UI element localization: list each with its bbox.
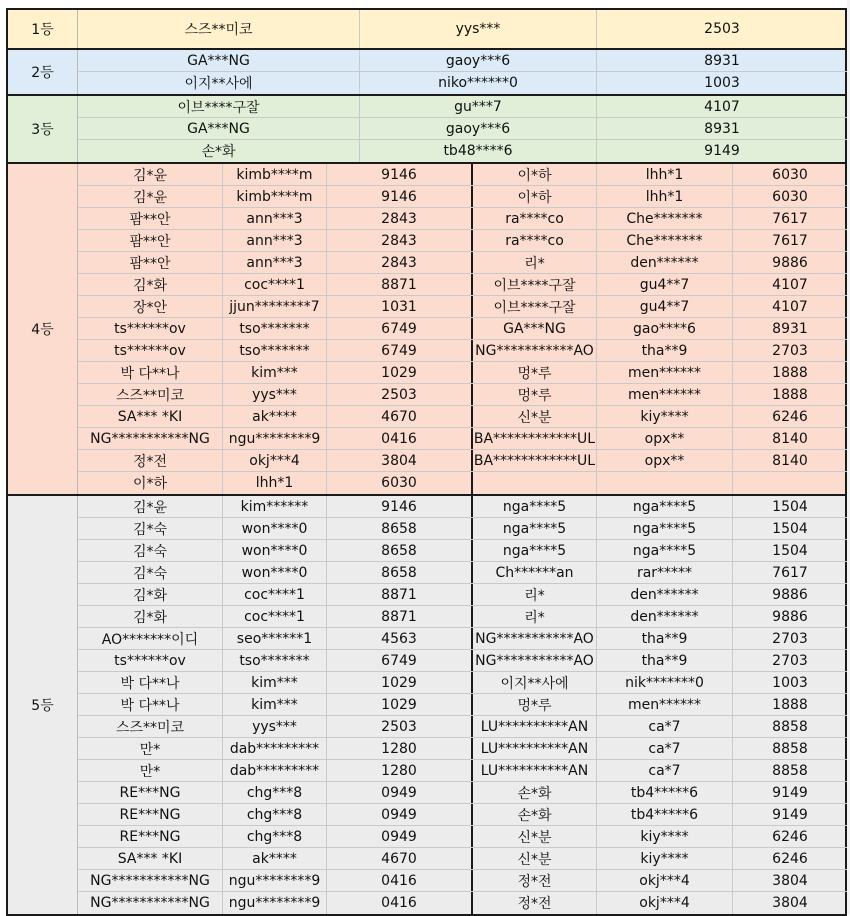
cell-number-right[interactable]: 7617 <box>772 232 808 249</box>
cell-number-right[interactable]: 9149 <box>772 784 808 801</box>
rank-block <box>6 164 847 496</box>
cell-id[interactable]: coc****1 <box>223 584 327 605</box>
table-row <box>78 892 847 914</box>
cell-number-right[interactable]: 8858 <box>772 762 808 779</box>
cell-name[interactable]: ts******ov <box>78 650 223 671</box>
cell-number[interactable]: 2843 <box>327 252 473 273</box>
cell-number-right[interactable]: 3804 <box>772 872 808 889</box>
cell-number-right[interactable]: 6030 <box>772 188 808 205</box>
cell-name-right[interactable] <box>473 472 597 494</box>
cell-name-right[interactable]: 신*분 <box>473 848 597 869</box>
table-row <box>78 782 847 804</box>
cell-name[interactable]: 이브****구잘 <box>78 96 360 117</box>
table-row <box>78 870 847 892</box>
cell-number-right[interactable]: 9886 <box>772 586 808 603</box>
cell-id[interactable]: niko******0 <box>360 72 597 94</box>
cell-id-right[interactable]: gao****6 <box>597 318 733 339</box>
cell-number[interactable]: 4670 <box>327 406 473 427</box>
cell-number-right[interactable]: 7617 <box>772 564 808 581</box>
cell-id[interactable]: ngu********9 <box>223 892 327 914</box>
cell-name[interactable]: 장*안 <box>78 296 223 317</box>
cell-id-right[interactable]: men****** <box>597 694 733 715</box>
cell-id[interactable]: yys*** <box>223 716 327 737</box>
cell-number-right[interactable]: 1888 <box>772 386 808 403</box>
table-row <box>78 406 847 428</box>
cell-number[interactable]: 1031 <box>327 296 473 317</box>
rank-rows <box>78 96 847 162</box>
cell-number[interactable]: 6749 <box>327 650 473 671</box>
rank-label[interactable]: 1등 <box>8 10 78 48</box>
table-row <box>78 230 847 252</box>
cell-id-right[interactable]: kiy**** <box>597 406 733 427</box>
cell-name[interactable]: 만* <box>78 738 223 759</box>
cell-name-right[interactable]: NG***********AO <box>473 650 597 671</box>
cell-number[interactable]: 1029 <box>327 362 473 383</box>
rank-label[interactable]: 2등 <box>8 50 78 94</box>
cell-name[interactable]: 이*하 <box>78 472 223 494</box>
table-row <box>78 362 847 384</box>
cell-id[interactable]: tso******* <box>223 318 327 339</box>
cell-number-right[interactable]: 1504 <box>772 542 808 559</box>
cell-id-right[interactable]: tb4*****6 <box>597 782 733 803</box>
table-row <box>78 118 847 140</box>
cell-id[interactable]: dab********* <box>223 738 327 759</box>
cell-id-right[interactable]: Che******* <box>597 208 733 229</box>
cell-id-right[interactable] <box>597 472 733 494</box>
cell-id-right[interactable]: lhh*1 <box>597 186 733 207</box>
cell-name-right[interactable]: LU**********AN <box>473 738 597 759</box>
cell-number-right[interactable]: 9886 <box>772 608 808 625</box>
cell-number-right[interactable]: 6030 <box>772 166 808 183</box>
table-row <box>78 140 847 162</box>
cell-name-right[interactable]: 손*화 <box>473 804 597 825</box>
table-row <box>78 252 847 274</box>
cell-id[interactable]: tso******* <box>223 650 327 671</box>
cell-id-right[interactable]: gu4**7 <box>597 296 733 317</box>
cell-number[interactable]: 8931 <box>704 120 740 137</box>
cell-name-right[interactable]: 리* <box>473 606 597 627</box>
cell-name[interactable]: SA*** *KI <box>78 406 223 427</box>
cell-name[interactable]: ts******ov <box>78 340 223 361</box>
table-row <box>78 826 847 848</box>
table-row <box>78 208 847 230</box>
table-row <box>78 584 847 606</box>
table-row <box>78 738 847 760</box>
rank-label[interactable]: 4등 <box>8 164 78 494</box>
cell-id[interactable]: okj***4 <box>223 450 327 471</box>
cell-id-right[interactable]: ca*7 <box>597 738 733 759</box>
cell-number[interactable]: 9146 <box>327 496 473 517</box>
cell-id[interactable]: coc****1 <box>223 606 327 627</box>
cell-number[interactable]: 0949 <box>327 826 473 847</box>
cell-id-right[interactable]: opx** <box>597 428 733 449</box>
cell-id-right[interactable]: men****** <box>597 384 733 405</box>
cell-id[interactable]: tso******* <box>223 340 327 361</box>
cell-name[interactable]: 손*화 <box>78 140 360 162</box>
cell-number[interactable]: 0949 <box>327 804 473 825</box>
cell-id[interactable]: seo******1 <box>223 628 327 649</box>
cell-name[interactable]: SA*** *KI <box>78 848 223 869</box>
cell-id-right[interactable]: den****** <box>597 606 733 627</box>
cell-number[interactable]: 0949 <box>327 782 473 803</box>
cell-id-right[interactable]: nga****5 <box>597 496 733 517</box>
cell-name[interactable]: 김*화 <box>78 274 223 295</box>
cell-id[interactable]: kimb****m <box>223 186 327 207</box>
cell-name[interactable]: 정*전 <box>78 450 223 471</box>
cell-number[interactable]: 0416 <box>327 870 473 891</box>
cell-name-right[interactable]: ra****co <box>473 230 597 251</box>
cell-number[interactable]: 2843 <box>327 230 473 251</box>
cell-name-right[interactable]: 멍*루 <box>473 694 597 715</box>
cell-number-right[interactable]: 8858 <box>772 718 808 735</box>
cell-name-right[interactable]: BA************UL <box>473 450 597 471</box>
cell-name[interactable]: 팜**안 <box>78 252 223 273</box>
table-row <box>78 10 847 48</box>
table-row <box>78 694 847 716</box>
cell-id-right[interactable]: nik*******0 <box>597 672 733 693</box>
cell-id[interactable]: ngu********9 <box>223 870 327 891</box>
cell-id[interactable]: ak**** <box>223 848 327 869</box>
cell-name[interactable]: 김*숙 <box>78 518 223 539</box>
cell-id-right[interactable]: opx** <box>597 450 733 471</box>
table-row <box>78 562 847 584</box>
cell-id[interactable]: chg***8 <box>223 826 327 847</box>
cell-name-right[interactable]: 정*전 <box>473 892 597 914</box>
cell-number[interactable]: 4107 <box>704 98 740 115</box>
cell-name[interactable]: 김*숙 <box>78 540 223 561</box>
cell-name-right[interactable]: 이*하 <box>473 186 597 207</box>
cell-number[interactable]: 2843 <box>327 208 473 229</box>
rank-rows <box>78 164 847 494</box>
table-row <box>78 804 847 826</box>
cell-name-right[interactable]: 리* <box>473 252 597 273</box>
cell-name[interactable]: RE***NG <box>78 804 223 825</box>
cell-id[interactable]: won****0 <box>223 540 327 561</box>
cell-name-right[interactable]: 이브****구잘 <box>473 274 597 295</box>
cell-number[interactable]: 9146 <box>327 164 473 185</box>
cell-name[interactable]: 박 다**나 <box>78 362 223 383</box>
rank-rows <box>78 496 847 914</box>
cell-name-right[interactable]: 신*분 <box>473 826 597 847</box>
cell-name-right[interactable]: 정*전 <box>473 870 597 891</box>
cell-id[interactable]: won****0 <box>223 518 327 539</box>
table-row <box>78 518 847 540</box>
cell-name[interactable]: GA***NG <box>78 118 360 139</box>
cell-number-right[interactable] <box>733 472 847 494</box>
table-row <box>78 716 847 738</box>
cell-number-right[interactable]: 9149 <box>772 806 808 823</box>
cell-number[interactable]: 2503 <box>704 21 740 37</box>
cell-number[interactable]: 4563 <box>327 628 473 649</box>
cell-number[interactable]: 0416 <box>327 428 473 449</box>
rank-block <box>6 96 847 164</box>
cell-id-right[interactable]: tha**9 <box>597 340 733 361</box>
cell-id-right[interactable]: rar***** <box>597 562 733 583</box>
cell-name[interactable]: 팜**안 <box>78 230 223 251</box>
cell-id[interactable]: won****0 <box>223 562 327 583</box>
cell-number-right[interactable]: 4107 <box>772 276 808 293</box>
table-row <box>78 450 847 472</box>
table-row <box>78 318 847 340</box>
cell-name[interactable]: ts******ov <box>78 318 223 339</box>
cell-name-right[interactable]: LU**********AN <box>473 716 597 737</box>
cell-name-right[interactable]: NG***********AO <box>473 340 597 361</box>
rank-block <box>6 496 847 916</box>
cell-id[interactable]: gaoy***6 <box>360 50 597 71</box>
cell-number[interactable]: 8658 <box>327 518 473 539</box>
cell-id[interactable]: chg***8 <box>223 782 327 803</box>
cell-id[interactable]: kim*** <box>223 672 327 693</box>
table-row <box>78 274 847 296</box>
cell-number[interactable]: 8658 <box>327 540 473 561</box>
cell-number-right[interactable]: 8140 <box>772 430 808 447</box>
cell-name[interactable]: 김*윤 <box>78 164 223 185</box>
cell-name-right[interactable]: GA***NG <box>473 318 597 339</box>
cell-name-right[interactable]: 멍*루 <box>473 384 597 405</box>
cell-id-right[interactable]: lhh*1 <box>597 164 733 185</box>
cell-name-right[interactable]: nga****5 <box>473 518 597 539</box>
cell-number[interactable]: 2503 <box>327 384 473 405</box>
cell-name-right[interactable]: 이지**사에 <box>473 672 597 693</box>
cell-number-right[interactable]: 6246 <box>772 828 808 845</box>
cell-id[interactable]: jjun********7 <box>223 296 327 317</box>
cell-id-right[interactable]: Che******* <box>597 230 733 251</box>
cell-number-right[interactable]: 6246 <box>772 408 808 425</box>
cell-number[interactable]: 1280 <box>327 760 473 781</box>
cell-number[interactable]: 2503 <box>327 716 473 737</box>
table-row <box>78 472 847 494</box>
cell-number[interactable]: 4670 <box>327 848 473 869</box>
cell-name[interactable]: 박 다**나 <box>78 672 223 693</box>
cell-id[interactable]: yys*** <box>360 10 597 48</box>
cell-number[interactable]: 8931 <box>704 52 740 69</box>
table-row <box>78 650 847 672</box>
table-row <box>78 540 847 562</box>
cell-name-right[interactable]: 이*하 <box>473 164 597 185</box>
cell-number[interactable]: 6749 <box>327 340 473 361</box>
cell-number-right[interactable]: 1504 <box>772 498 808 515</box>
cell-name[interactable]: 만* <box>78 760 223 781</box>
cell-name-right[interactable]: 신*분 <box>473 406 597 427</box>
cell-number-right[interactable]: 7617 <box>772 210 808 227</box>
cell-name-right[interactable]: 멍*루 <box>473 362 597 383</box>
cell-number[interactable]: 6749 <box>327 318 473 339</box>
cell-id-right[interactable]: tha**9 <box>597 628 733 649</box>
cell-number-right[interactable]: 2703 <box>772 652 808 669</box>
cell-number[interactable]: 8871 <box>327 584 473 605</box>
cell-name[interactable]: 팜**안 <box>78 208 223 229</box>
cell-id-right[interactable]: ca*7 <box>597 760 733 781</box>
cell-number[interactable]: 6030 <box>327 472 473 494</box>
cell-number-right[interactable]: 8140 <box>772 452 808 469</box>
table-row <box>78 384 847 406</box>
cell-number-right[interactable]: 1003 <box>772 674 808 691</box>
table-row <box>78 606 847 628</box>
table-row <box>78 72 847 94</box>
cell-id-right[interactable]: gu4**7 <box>597 274 733 295</box>
cell-id[interactable]: ann***3 <box>223 252 327 273</box>
cell-id-right[interactable]: den****** <box>597 584 733 605</box>
cell-name-right[interactable]: 리* <box>473 584 597 605</box>
winner-table <box>6 8 847 916</box>
cell-name[interactable]: GA***NG <box>78 50 360 71</box>
table-row <box>78 96 847 118</box>
cell-id-right[interactable]: okj***4 <box>597 870 733 891</box>
cell-number-right[interactable]: 2703 <box>772 342 808 359</box>
cell-number[interactable]: 1029 <box>327 694 473 715</box>
cell-id[interactable]: kim*** <box>223 362 327 383</box>
cell-number-right[interactable]: 4107 <box>772 298 808 315</box>
cell-id[interactable]: tb48****6 <box>360 140 597 162</box>
cell-id[interactable]: ann***3 <box>223 230 327 251</box>
cell-number-right[interactable]: 6246 <box>772 850 808 867</box>
cell-number[interactable]: 8871 <box>327 274 473 295</box>
cell-id-right[interactable]: den****** <box>597 252 733 273</box>
table-row <box>78 428 847 450</box>
table-row <box>78 340 847 362</box>
table-row <box>78 628 847 650</box>
cell-name[interactable]: NG***********NG <box>78 870 223 891</box>
cell-number[interactable]: 3804 <box>327 450 473 471</box>
cell-number[interactable]: 8871 <box>327 606 473 627</box>
cell-id[interactable]: kim*** <box>223 694 327 715</box>
cell-number-right[interactable]: 1888 <box>772 696 808 713</box>
table-row <box>78 672 847 694</box>
cell-name[interactable]: NG***********NG <box>78 428 223 449</box>
cell-name[interactable]: 김*숙 <box>78 562 223 583</box>
cell-number-right[interactable]: 8931 <box>772 320 808 337</box>
cell-id[interactable]: kimb****m <box>223 164 327 185</box>
table-row <box>78 164 847 186</box>
cell-name-right[interactable]: Ch******an <box>473 562 597 583</box>
cell-id-right[interactable]: ca*7 <box>597 716 733 737</box>
cell-name[interactable]: NG***********NG <box>78 892 223 914</box>
cell-number-right[interactable]: 1504 <box>772 520 808 537</box>
table-row <box>78 496 847 518</box>
cell-id-right[interactable]: kiy**** <box>597 826 733 847</box>
cell-name[interactable]: 김*화 <box>78 584 223 605</box>
cell-number-right[interactable]: 9886 <box>772 254 808 271</box>
cell-id[interactable]: chg***8 <box>223 804 327 825</box>
cell-number[interactable]: 1029 <box>327 672 473 693</box>
cell-name-right[interactable]: nga****5 <box>473 540 597 561</box>
cell-name-right[interactable]: BA************UL <box>473 428 597 449</box>
cell-id[interactable]: dab********* <box>223 760 327 781</box>
cell-id[interactable]: gu***7 <box>360 96 597 117</box>
cell-number[interactable]: 9149 <box>704 143 740 159</box>
cell-name[interactable]: AO*******이디 <box>78 628 223 649</box>
cell-number[interactable]: 1280 <box>327 738 473 759</box>
table-row <box>78 296 847 318</box>
cell-number-right[interactable]: 8858 <box>772 740 808 757</box>
cell-name-right[interactable]: NG***********AO <box>473 628 597 649</box>
cell-id[interactable]: coc****1 <box>223 274 327 295</box>
cell-number[interactable]: 1003 <box>704 75 740 91</box>
cell-name[interactable]: 김*윤 <box>78 186 223 207</box>
cell-name-right[interactable]: LU**********AN <box>473 760 597 781</box>
cell-name[interactable]: 이지**사에 <box>78 72 360 94</box>
table-row <box>78 760 847 782</box>
rank-rows <box>78 50 847 94</box>
cell-name[interactable]: 김*화 <box>78 606 223 627</box>
cell-id[interactable]: kim****** <box>223 496 327 517</box>
cell-id[interactable]: ann***3 <box>223 208 327 229</box>
cell-name[interactable]: 스즈**미코 <box>78 10 360 48</box>
cell-id-right[interactable]: okj***4 <box>597 892 733 914</box>
table-row <box>78 50 847 72</box>
cell-name-right[interactable]: ra****co <box>473 208 597 229</box>
cell-id-right[interactable]: men****** <box>597 362 733 383</box>
cell-name[interactable]: 김*윤 <box>78 496 223 517</box>
cell-id-right[interactable]: tb4*****6 <box>597 804 733 825</box>
cell-name-right[interactable]: 손*화 <box>473 782 597 803</box>
cell-name[interactable]: 스즈**미코 <box>78 384 223 405</box>
cell-name-right[interactable]: nga****5 <box>473 496 597 517</box>
table-row <box>78 848 847 870</box>
cell-number[interactable]: 0416 <box>327 892 473 914</box>
cell-id[interactable]: lhh*1 <box>223 472 327 494</box>
cell-id-right[interactable]: nga****5 <box>597 518 733 539</box>
cell-id-right[interactable]: nga****5 <box>597 540 733 561</box>
cell-id[interactable]: ngu********9 <box>223 428 327 449</box>
cell-id-right[interactable]: kiy**** <box>597 848 733 869</box>
cell-name[interactable]: RE***NG <box>78 826 223 847</box>
table-row <box>78 186 847 208</box>
cell-number[interactable]: 8658 <box>327 562 473 583</box>
cell-id[interactable]: gaoy***6 <box>360 118 597 139</box>
cell-number-right[interactable]: 1888 <box>772 364 808 381</box>
cell-name[interactable]: RE***NG <box>78 782 223 803</box>
cell-number-right[interactable]: 2703 <box>772 630 808 647</box>
rank-rows <box>78 10 847 48</box>
cell-name[interactable]: 박 다**나 <box>78 694 223 715</box>
cell-name[interactable]: 스즈**미코 <box>78 716 223 737</box>
cell-number[interactable]: 9146 <box>327 186 473 207</box>
cell-number-right[interactable]: 3804 <box>772 895 808 911</box>
cell-id[interactable]: ak**** <box>223 406 327 427</box>
rank-label[interactable]: 3등 <box>8 96 78 162</box>
rank-block <box>6 50 847 96</box>
rank-block <box>6 8 847 50</box>
cell-id-right[interactable]: tha**9 <box>597 650 733 671</box>
cell-id[interactable]: yys*** <box>223 384 327 405</box>
cell-name-right[interactable]: 이브****구잘 <box>473 296 597 317</box>
rank-label[interactable]: 5등 <box>8 496 78 914</box>
